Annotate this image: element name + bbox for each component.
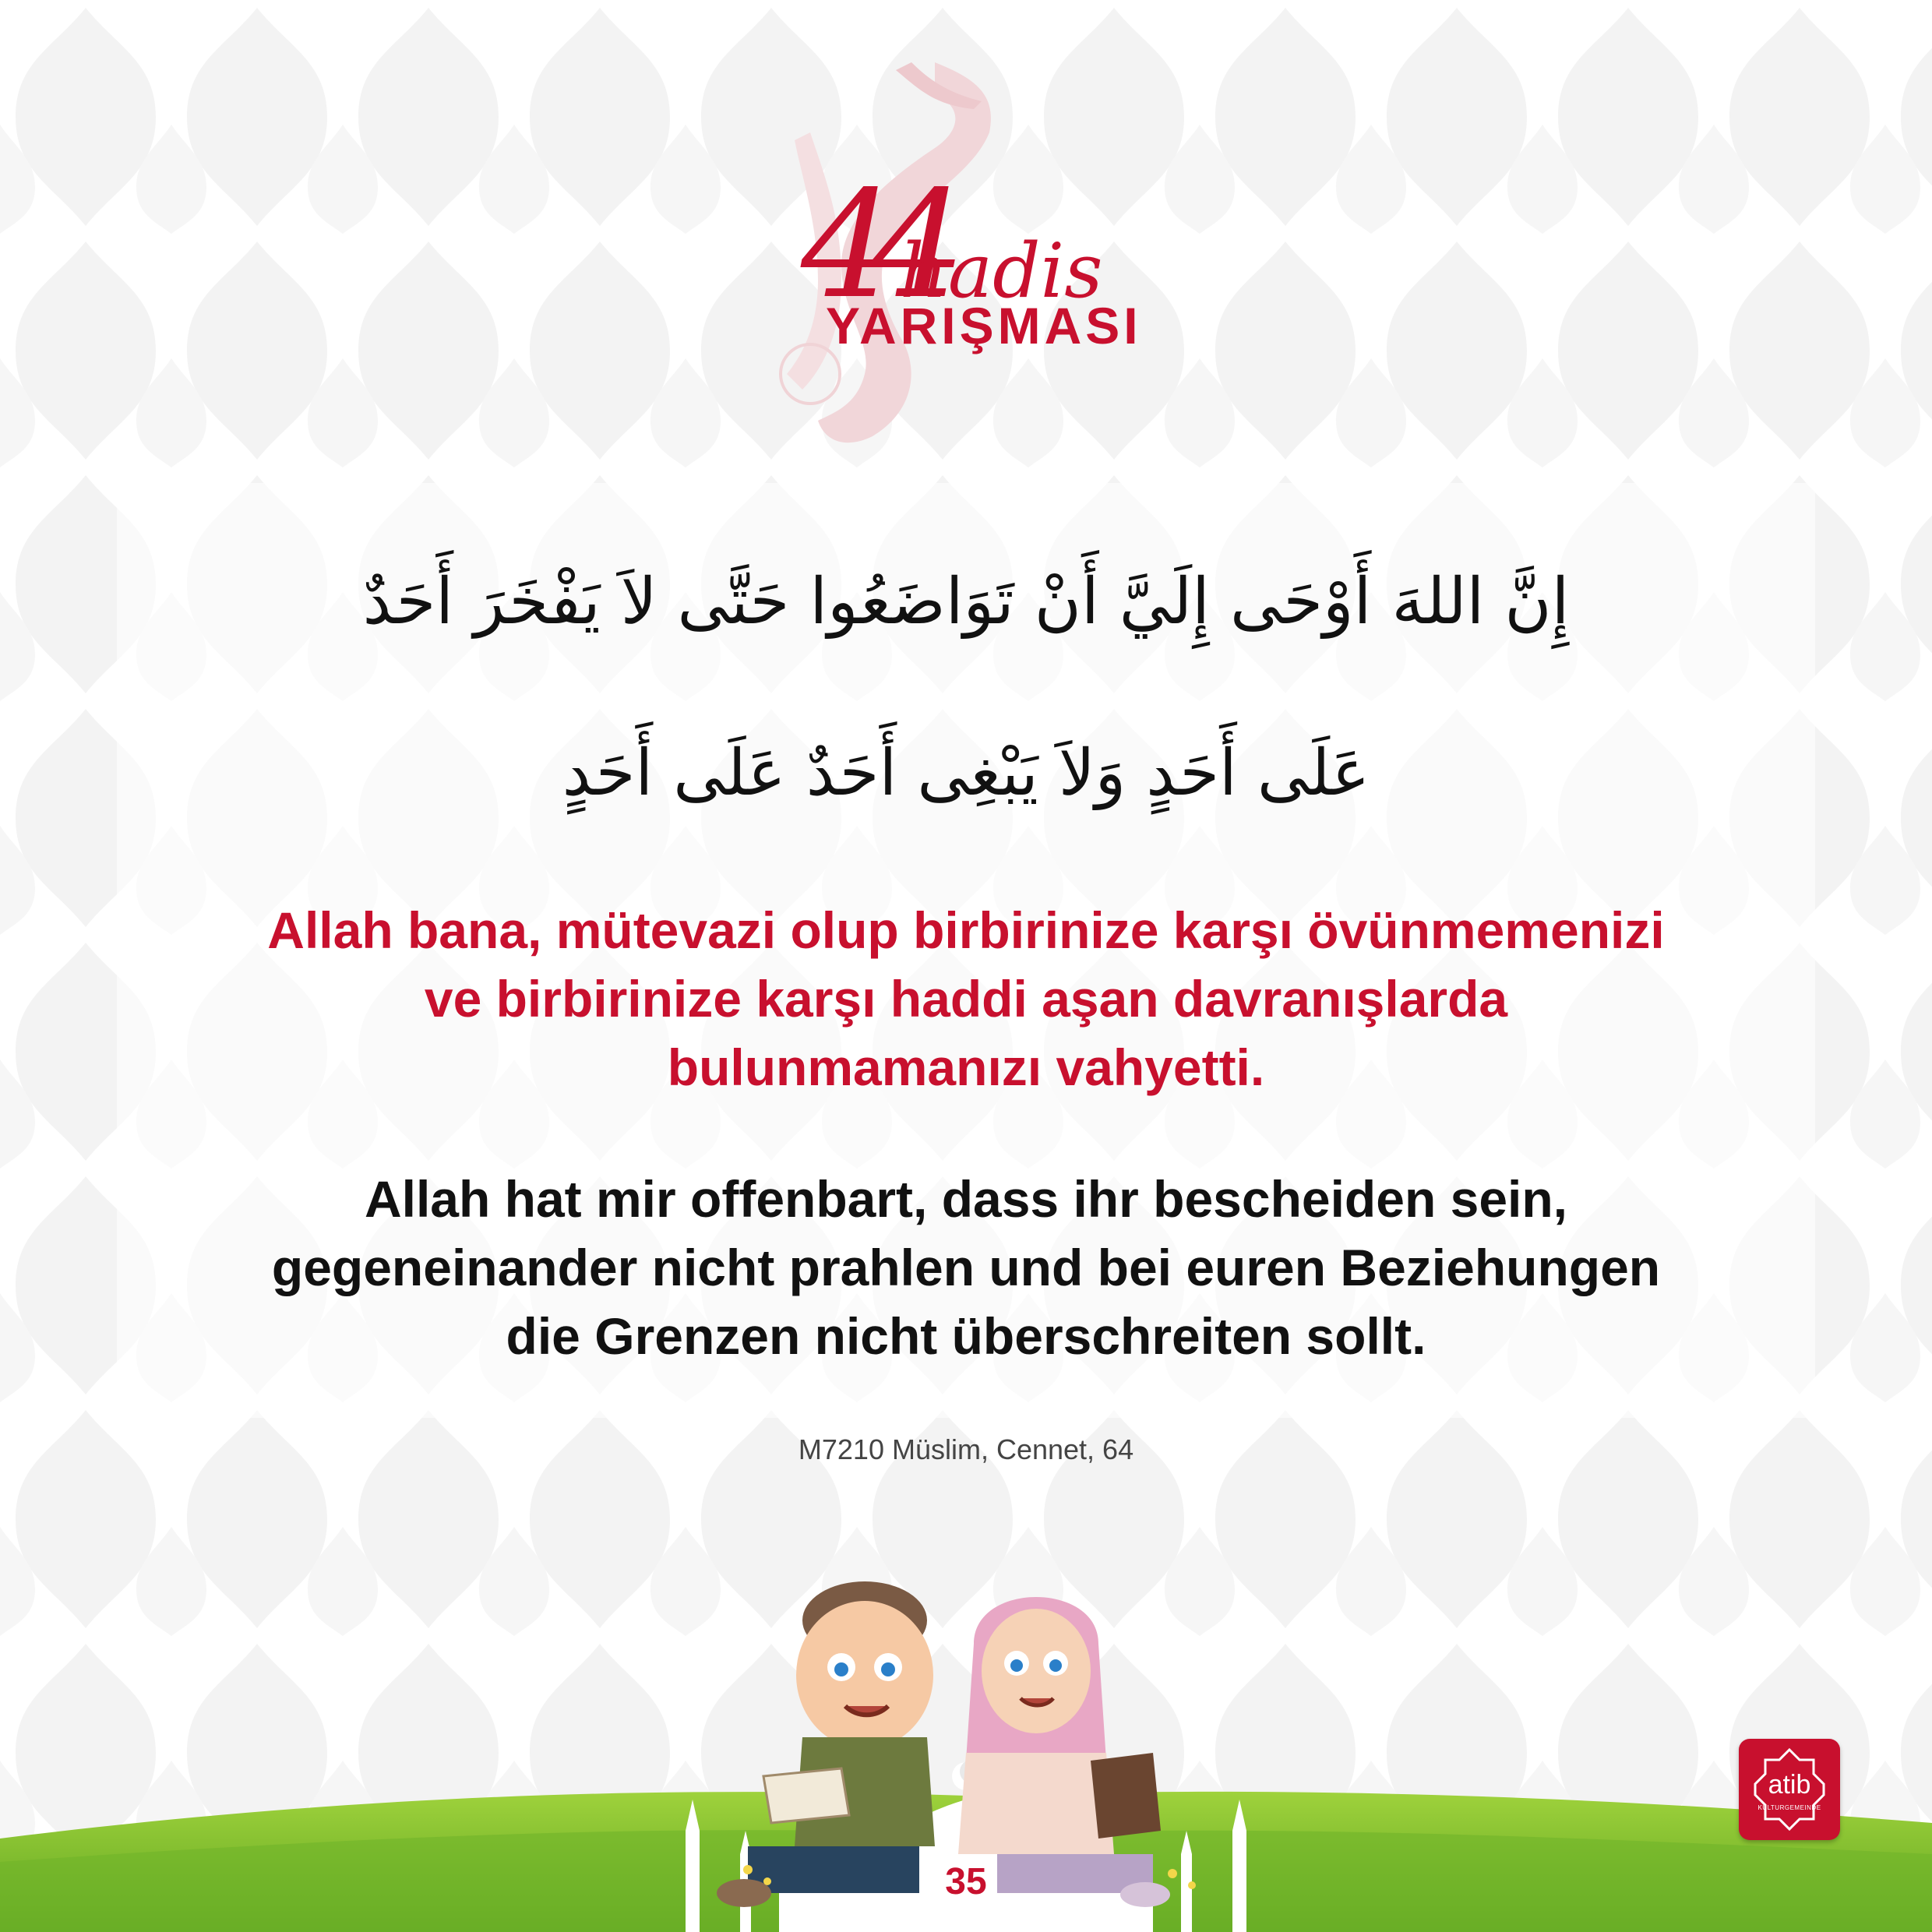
atib-logo-icon	[1739, 1739, 1840, 1840]
source-citation: M7210 Müslim, Cennet, 64	[798, 1433, 1134, 1465]
german-translation	[93, 1165, 1839, 1370]
turkish-line-1: Allah bana, mütevazi olup birbirinize karşı övünmemenizi	[267, 901, 1665, 959]
logo-word: hadis	[900, 227, 1103, 315]
page-number: 35	[945, 1861, 987, 1902]
german-line-2: gegeneinander nicht prahlen und bei euren Beziehungen	[271, 1239, 1661, 1296]
boy-reading-illustration	[717, 1581, 935, 1907]
german-line-1: Allah hat mir offenbart, dass ihr bescheiden sein,	[364, 1170, 1568, 1228]
hadis-competition-logo	[740, 47, 1145, 467]
german-line-3: die Grenzen nicht überschreiten sollt.	[506, 1307, 1426, 1365]
turkish-translation	[93, 896, 1839, 1102]
atib-logo-tagline: KULTURGEMEINDE	[1757, 1804, 1821, 1811]
turkish-line-3: bulunmamanızı vahyetti.	[667, 1038, 1265, 1096]
turkish-line-2: ve birbirinize karşı haddi aşan davranışlarda	[424, 970, 1508, 1028]
arabic-text-line-2: عَلَى أَحَدٍ وَلاَ يَبْغِى أَحَدٌ عَلَى أَحَدٍ	[562, 736, 1370, 810]
logo-number: 44	[801, 159, 943, 331]
arabic-text-line-1: إِنَّ اللهَ أَوْحَى إِلَيَّ أَنْ تَوَاضَعُوا حَتَّى لاَ يَفْخَرَ أَحَدٌ	[362, 565, 1570, 639]
logo-subtitle: YARIŞMASI	[826, 297, 1142, 354]
atib-logo-text: atib	[1768, 1770, 1811, 1800]
